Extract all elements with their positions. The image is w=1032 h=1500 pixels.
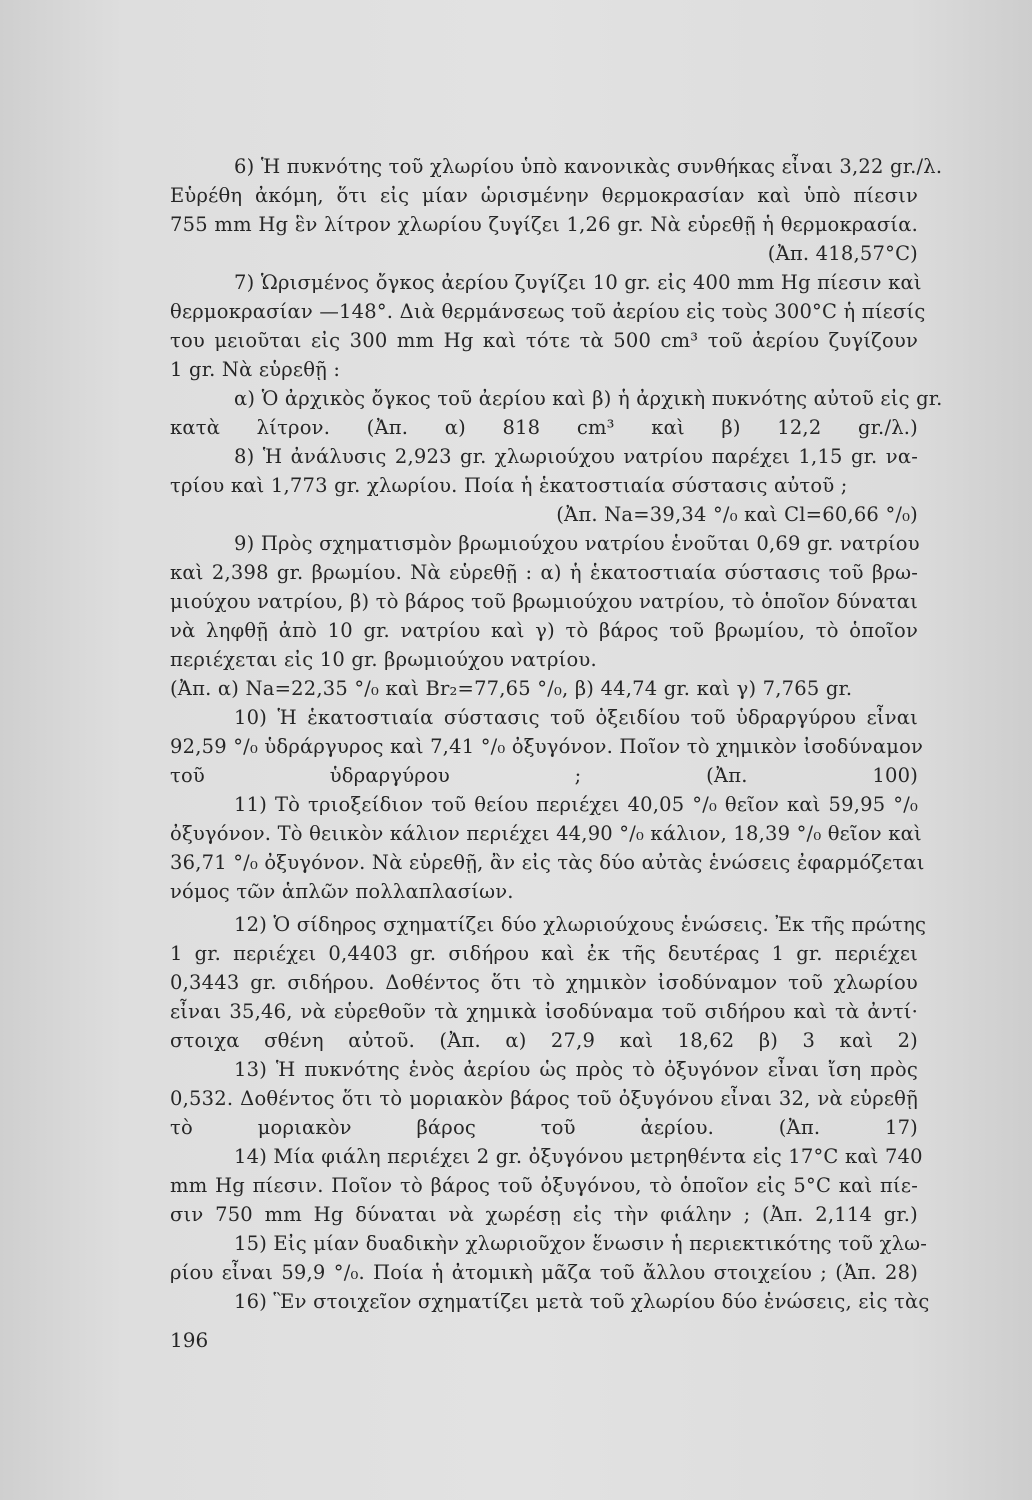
text-line: του μειοῦται εἰς 300 mm Hg καὶ τότε τὰ 500 cm³ τοῦ ἀερίου ζυγίζουν xyxy=(170,329,918,352)
text-line: 755 mm Hg ἓν λίτρον χλωρίου ζυγίζει 1,26 gr. Νὰ εὑρεθῇ ἡ θερμοκρασία. xyxy=(170,213,918,236)
text-line: mm Hg πίεσιν. Ποῖον τὸ βάρος τοῦ ὀξυγόνου, τὸ ὁποῖον εἰς 5°C καὶ πίε- xyxy=(170,1174,918,1197)
text-line: 12) Ὁ σίδηρος σχηματίζει δύο χλωριούχους ἑνώσεις. Ἐκ τῆς πρώτης xyxy=(234,913,927,936)
text-line: στοιχα σθένη αὐτοῦ. (Ἀπ. α) 27,9 καὶ 18,62 β) 3 καὶ 2) xyxy=(170,1029,918,1052)
text-line: 14) Μία φιάλη περιέχει 2 gr. ὀξυγόνου μετρηθέντα εἰς 17°C καὶ 740 xyxy=(234,1145,923,1168)
text-line: καὶ 2,398 gr. βρωμίου. Νὰ εὑρεθῇ : α) ἡ ἑκατοστιαία σύστασις τοῦ βρω- xyxy=(170,561,918,584)
text-line: 7) Ὡρισμένος ὄγκος ἀερίου ζυγίζει 10 gr. εἰς 400 mm Hg πίεσιν καὶ xyxy=(234,271,922,294)
text-line: 11) Τὸ τριοξείδιον τοῦ θείου περιέχει 40,05 °/₀ θεῖον καὶ 59,95 °/₀ xyxy=(234,793,918,816)
text-line: (Ἀπ. α) Na=22,35 °/₀ καὶ Br₂=77,65 °/₀, β) 44,74 gr. καὶ γ) 7,765 gr. xyxy=(170,677,853,700)
text-line: 0,532. Δοθέντος ὅτι τὸ μοριακὸν βάρος τοῦ ὀξυγόνου εἶναι 32, νὰ εὑρεθῇ xyxy=(170,1087,918,1110)
text-line: εἶναι 35,46, νὰ εὑρεθοῦν τὰ χημικὰ ἰσοδύναμα τοῦ σιδήρου καὶ τὰ ἀντί· xyxy=(170,1000,918,1023)
text-line: 1 gr. περιέχει 0,4403 gr. σιδήρου καὶ ἐκ τῆς δευτέρας 1 gr. περιέχει xyxy=(170,942,918,965)
text-line: 8) Ἡ ἀνάλυσις 2,923 gr. χλωριούχου νατρίου παρέχει 1,15 gr. να- xyxy=(234,445,918,468)
page-number: 196 xyxy=(170,1328,209,1352)
text-line: 36,71 °/₀ ὀξυγόνον. Νὰ εὑρεθῇ, ἂν εἰς τὰς δύο αὐτὰς ἑνώσεις ἐφαρμόζεται xyxy=(170,851,925,874)
text-line: περιέχεται εἰς 10 gr. βρωμιούχου νατρίου. xyxy=(170,648,597,671)
text-line: 92,59 °/₀ ὑδράργυρος καὶ 7,41 °/₀ ὀξυγόνον. Ποῖον τὸ χημικὸν ἰσοδύναμον xyxy=(170,735,924,758)
text-line: 15) Εἰς μίαν δυαδικὴν χλωριοῦχον ἕνωσιν ἡ περιεκτικότης τοῦ χλω- xyxy=(234,1232,928,1255)
text-line: νὰ ληφθῇ ἀπὸ 10 gr. νατρίου καὶ γ) τὸ βάρος τοῦ βρωμίου, τὸ ὁποῖον xyxy=(170,619,918,642)
text-line: 1 gr. Νὰ εὑρεθῇ : xyxy=(170,358,341,381)
text-line: Εὑρέθη ἀκόμη, ὅτι εἰς μίαν ὡρισμένην θερμοκρασίαν καὶ ὑπὸ πίεσιν xyxy=(170,184,918,207)
text-line: (Ἀπ. 418,57°C) xyxy=(767,242,918,265)
text-line: 16) Ἓν στοιχεῖον σχηματίζει μετὰ τοῦ χλωρίου δύο ἑνώσεις, εἰς τὰς xyxy=(234,1290,930,1313)
text-line: τοῦ ὑδραργύρου ; (Ἀπ. 100) xyxy=(170,764,918,787)
text-line: 9) Πρὸς σχηματισμὸν βρωμιούχου νατρίου ἑνοῦται 0,69 gr. νατρίου xyxy=(234,532,920,555)
text-line: θερμοκρασίαν —148°. Διὰ θερμάνσεως τοῦ ἀερίου εἰς τοὺς 300°C ἡ πίεσίς xyxy=(170,300,926,323)
text-line: ὀξυγόνον. Τὸ θειικὸν κάλιον περιέχει 44,90 °/₀ κάλιον, 18,39 °/₀ θεῖον καὶ xyxy=(170,822,922,845)
text-line: τρίου καὶ 1,773 gr. χλωρίου. Ποία ἡ ἑκατοστιαία σύστασις αὐτοῦ ; xyxy=(170,474,848,497)
problems-text xyxy=(170,152,943,1316)
text-line: (Ἀπ. Na=39,34 °/₀ καὶ Cl=60,66 °/₀) xyxy=(556,503,918,526)
text-line: 6) Ἡ πυκνότης τοῦ χλωρίου ὑπὸ κανονικὰς συνθήκας εἶναι 3,22 gr./λ. xyxy=(234,155,943,178)
text-line: τὸ μοριακὸν βάρος τοῦ ἀερίου. (Ἀπ. 17) xyxy=(170,1116,918,1139)
text-line: ρίου εἶναι 59,9 °/₀. Ποία ἡ ἀτομικὴ μᾶζα τοῦ ἄλλου στοιχείου ; (Ἀπ. 28) xyxy=(170,1261,918,1284)
text-line: 10) Ἡ ἑκατοστιαία σύστασις τοῦ ὀξειδίου τοῦ ὑδραργύρου εἶναι xyxy=(234,706,918,729)
text-line: νόμος τῶν ἁπλῶν πολλαπλασίων. xyxy=(170,880,514,903)
text-line: α) Ὁ ἀρχικὸς ὄγκος τοῦ ἀερίου καὶ β) ἡ ἀρχικὴ πυκνότης αὐτοῦ εἰς gr. xyxy=(234,387,943,410)
text-line: σιν 750 mm Hg δύναται νὰ χωρέσῃ εἰς τὴν φιάλην ; (Ἀπ. 2,114 gr.) xyxy=(170,1203,918,1226)
text-line: μιούχου νατρίου, β) τὸ βάρος τοῦ βρωμιούχου νατρίου, τὸ ὁποῖον δύναται xyxy=(170,590,918,613)
text-line: 13) Ἡ πυκνότης ἑνὸς ἀερίου ὡς πρὸς τὸ ὀξυγόνον εἶναι ἴση πρὸς xyxy=(234,1058,918,1081)
text-line: κατὰ λίτρον. (Ἀπ. α) 818 cm³ καὶ β) 12,2 gr./λ.) xyxy=(170,416,918,439)
text-line: 0,3443 gr. σιδήρου. Δοθέντος ὅτι τὸ χημικὸν ἰσοδύναμον τοῦ χλωρίου xyxy=(170,971,918,994)
